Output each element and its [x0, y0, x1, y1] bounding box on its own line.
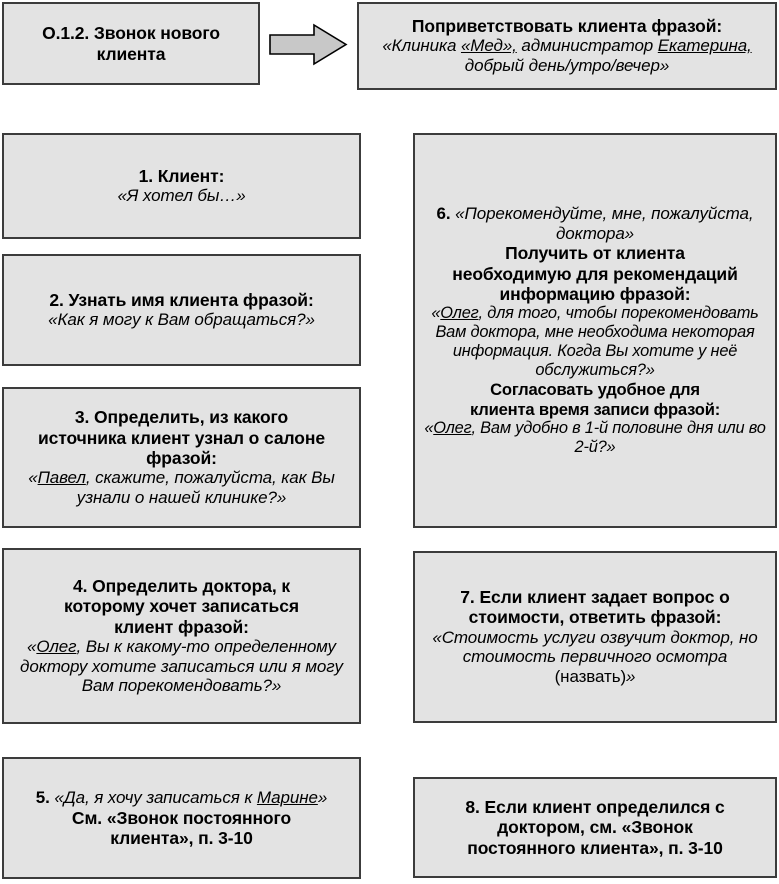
- process-box-start: [2, 2, 260, 85]
- step-6-heading-2-line-2: клиента время записи фразой:: [469, 399, 721, 419]
- step-7-quote: «Стоимость услуги озвучит доктор, но стоимость первичного осмотра (назвать)»: [432, 627, 758, 687]
- step-1-heading: 1. Клиент:: [138, 165, 225, 186]
- step-1-quote: «Я хотел бы…»: [117, 186, 246, 206]
- process-box-step-5: [2, 757, 361, 879]
- step-6-quote-2: «Олег, для того, чтобы порекомендовать Вам доктора, мне необходима некоторая информация. Когда Вы хотите у неё обслужиться?»: [431, 304, 759, 380]
- step-6-heading-1-line-2: необходимую для рекомендаций: [452, 263, 738, 284]
- process-box-step-3: [2, 387, 361, 528]
- step-4-quote: «Олег, Вы к какому-то определенному доктору хотите записаться или я могу Вам порекомендовать?»: [20, 636, 343, 696]
- step-6-heading-2-line-1: Согласовать удобное для: [490, 380, 700, 400]
- step-7-heading-line-2: стоимости, ответить фразой:: [468, 607, 722, 628]
- step-2-quote: «Как я могу к Вам обращаться?»: [48, 310, 315, 330]
- start-label: О.1.2. Звонок нового клиента: [42, 23, 220, 64]
- step-8-line-1: 8. Если клиент определился с: [465, 797, 725, 818]
- process-box-step-1: [2, 133, 361, 239]
- step-3-heading-line-2: источника клиент узнал о салоне: [37, 427, 325, 448]
- step-5-quote: 5. «Да, я хочу записаться к Марине»: [35, 787, 328, 807]
- step-4-heading-line-2: которому хочет записаться: [64, 596, 299, 617]
- step-6-quote-3: «Олег, Вам удобно в 1-й половине дня или во 2-й?»: [424, 418, 766, 456]
- process-box-step-7: [413, 551, 777, 723]
- step-3-heading-line-3: фразой:: [146, 447, 217, 468]
- process-box-step-2: [2, 254, 361, 366]
- step-4-heading-line-3: клиент фразой:: [114, 616, 249, 637]
- step-5-reference-line-1: См. «Звонок постоянного: [71, 807, 292, 828]
- process-box-greeting: [357, 2, 777, 90]
- step-6-heading-1-line-3: информацию фразой:: [499, 284, 691, 305]
- step-8-line-3: постоянного клиента», п. 3-10: [467, 837, 723, 858]
- step-7-heading-line-1: 7. Если клиент задает вопрос о: [460, 587, 730, 608]
- step-2-heading: 2. Узнать имя клиента фразой:: [49, 289, 314, 310]
- greeting-heading: Поприветствовать клиента фразой:: [411, 16, 723, 37]
- step-6-quote-1: 6. «Порекомендуйте, мне, пожалуйста, доктора»: [436, 204, 754, 243]
- step-8-line-2: доктором, см. «Звонок: [497, 817, 693, 838]
- step-3-quote: «Павел, скажите, пожалуйста, как Вы узнали о нашей клинике?»: [28, 468, 335, 507]
- step-4-heading-line-1: 4. Определить доктора, к: [72, 575, 291, 596]
- step-5-reference-line-2: клиента», п. 3-10: [110, 827, 253, 848]
- step-3-heading-line-1: 3. Определить, из какого: [74, 407, 289, 428]
- process-box-step-8: [413, 777, 777, 878]
- process-box-step-4: [2, 548, 361, 724]
- step-6-heading-1-line-1: Получить от клиента: [505, 243, 685, 264]
- greeting-quote: «Клиника «Мед», администратор Екатерина, добрый день/утро/вечер»: [382, 36, 752, 76]
- right-arrow-icon: [268, 22, 348, 67]
- process-box-step-6: [413, 133, 777, 528]
